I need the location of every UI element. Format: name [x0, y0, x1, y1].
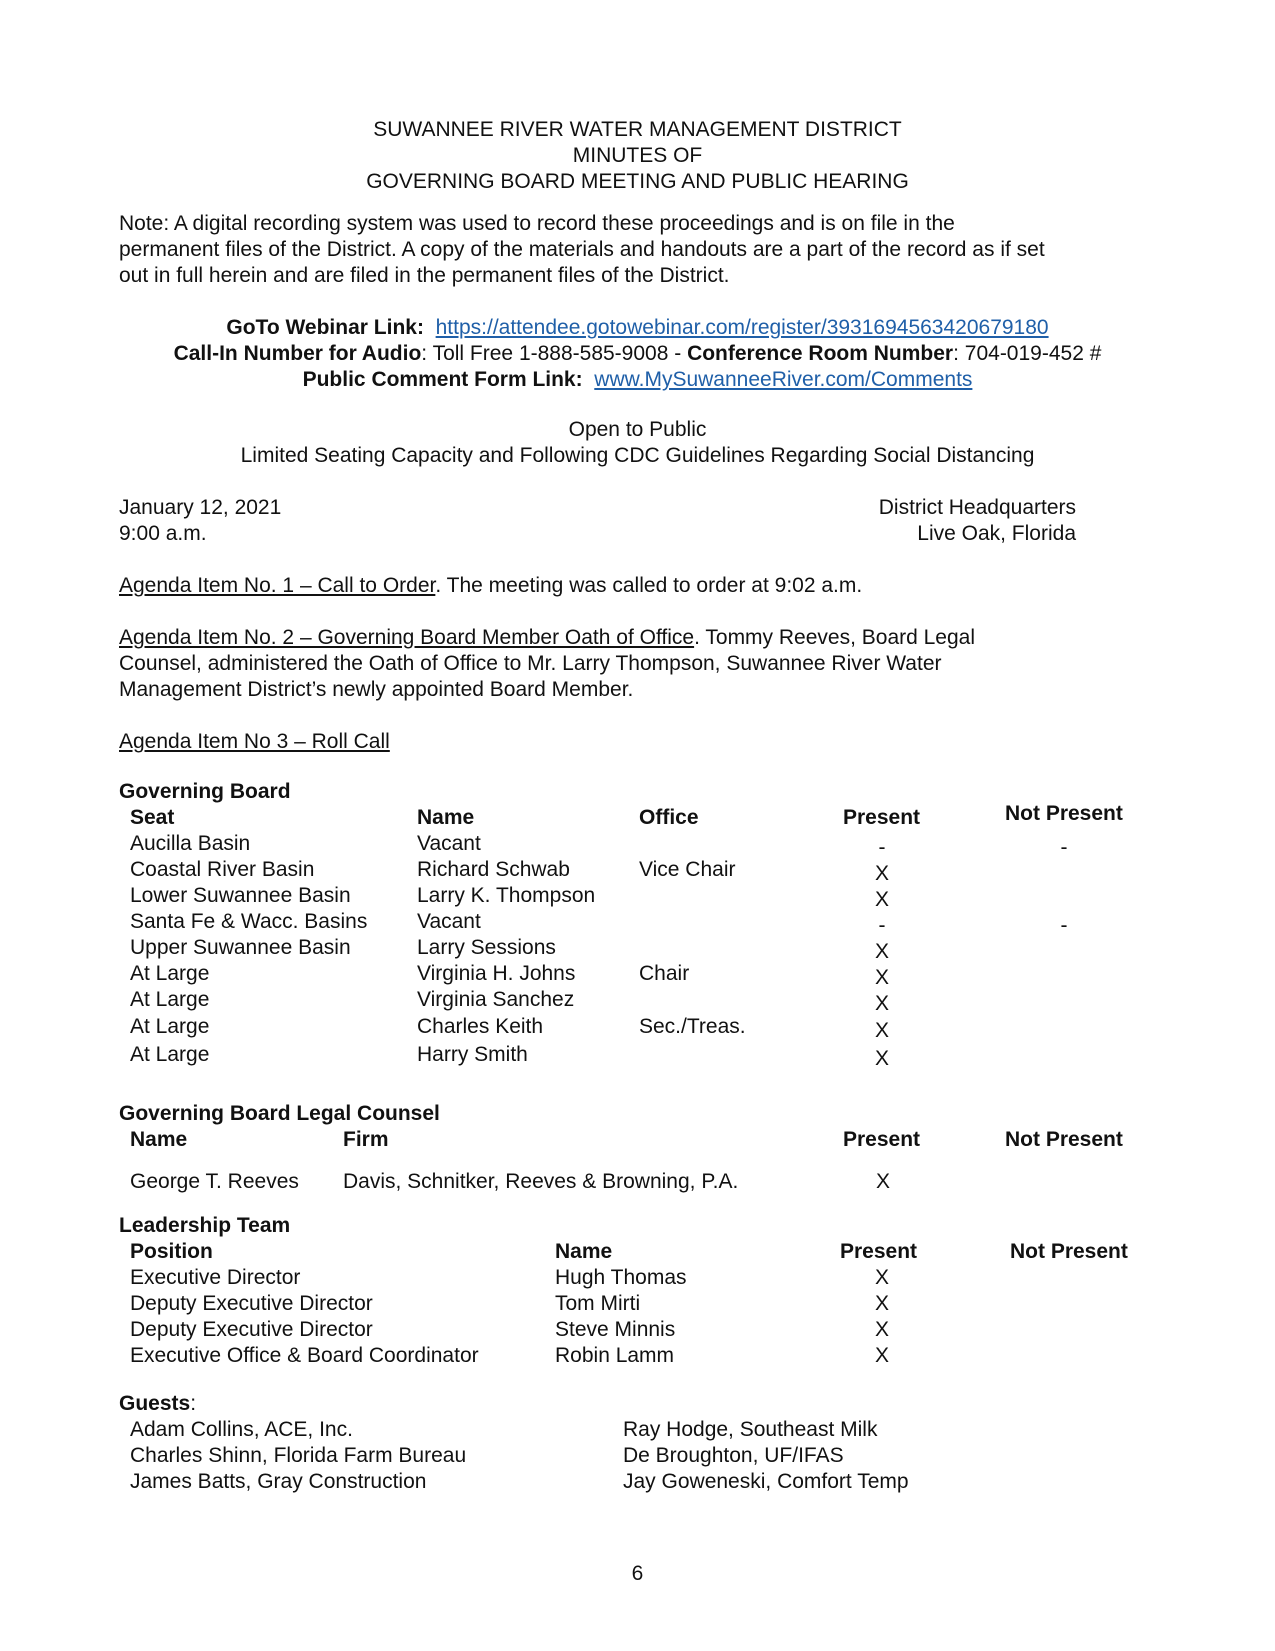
board-row-name: Harry Smith: [417, 1043, 528, 1066]
leadership-row-position: Deputy Executive Director: [130, 1318, 373, 1341]
leadership-row-position: Executive Office & Board Coordinator: [130, 1344, 479, 1367]
board-row-present: X: [874, 1019, 889, 1042]
guest-right: Ray Hodge, Southeast Milk: [623, 1418, 878, 1441]
note-line1: Note: A digital recording system was used to record these proceedings and is on file in the: [119, 212, 955, 235]
guest-right: De Broughton, UF/IFAS: [623, 1444, 844, 1467]
board-col-seat: Seat: [130, 806, 175, 829]
leadership-row-name: Tom Mirti: [555, 1292, 641, 1315]
leadership-col-position: Position: [130, 1240, 213, 1263]
leadership-col-name: Name: [555, 1240, 613, 1263]
agenda-item-1-text: . The meeting was called to order at 9:02 a.m.: [435, 574, 863, 597]
board-row-name: Virginia H. Johns: [417, 962, 576, 985]
counsel-col-present: Present: [843, 1128, 921, 1151]
board-row-name: Charles Keith: [417, 1015, 544, 1038]
meeting-location1: District Headquarters: [878, 496, 1076, 519]
board-row-not-present: -: [1060, 836, 1068, 859]
board-row-name: Richard Schwab: [417, 858, 570, 881]
room-value: : 704-019-452 #: [953, 342, 1102, 365]
public-line2: Limited Seating Capacity and Following CDC Guidelines Regarding Social Distancing: [240, 444, 1035, 467]
board-row-seat: Aucilla Basin: [130, 832, 251, 855]
board-row-seat: Coastal River Basin: [130, 858, 315, 881]
meeting-time: 9:00 a.m.: [119, 522, 207, 545]
guest-left: Adam Collins, ACE, Inc.: [130, 1418, 353, 1441]
board-row-present: X: [874, 966, 889, 989]
board-row-office: Chair: [639, 962, 690, 985]
board-row-seat: Lower Suwannee Basin: [130, 884, 351, 907]
counsel-heading: Governing Board Legal Counsel: [119, 1102, 440, 1125]
counsel-row-firm: Davis, Schnitker, Reeves & Browning, P.A.: [343, 1170, 739, 1193]
leadership-row-position: Deputy Executive Director: [130, 1292, 373, 1315]
leadership-row-present: X: [874, 1292, 889, 1315]
guests-heading-line: [119, 1392, 196, 1416]
board-row-present: -: [878, 836, 886, 859]
board-row-name: Vacant: [417, 910, 481, 933]
leadership-row-name: Hugh Thomas: [555, 1266, 687, 1289]
guest-left: Charles Shinn, Florida Farm Bureau: [130, 1444, 467, 1467]
guest-left: James Batts, Gray Construction: [130, 1470, 427, 1493]
counsel-col-firm: Firm: [343, 1128, 389, 1151]
counsel-col-name: Name: [130, 1128, 188, 1151]
board-col-name: Name: [417, 806, 475, 829]
board-row-seat: At Large: [130, 962, 210, 985]
webinar-link[interactable]: https://attendee.gotowebinar.com/register/3931694563420679180: [435, 316, 1049, 339]
board-row-seat: Upper Suwannee Basin: [130, 936, 351, 959]
board-row-seat: At Large: [130, 1043, 210, 1066]
agenda-item-1-title: Agenda Item No. 1 – Call to Order: [119, 574, 436, 597]
board-heading: Governing Board: [119, 780, 291, 803]
board-row-not-present: -: [1060, 914, 1068, 937]
leadership-row-name: Robin Lamm: [555, 1344, 675, 1367]
board-col-present: Present: [843, 806, 921, 829]
board-row-name: Vacant: [417, 832, 481, 855]
board-row-present: X: [874, 992, 889, 1015]
agenda-item-2-title: Agenda Item No. 2 – Governing Board Member Oath of Office: [119, 626, 695, 649]
doc-title-line2: MINUTES OF: [572, 144, 703, 167]
callin-value: : Toll Free 1-888-585-9008 -: [421, 342, 688, 365]
guests-heading-colon: :: [190, 1392, 197, 1415]
board-row-name: Larry K. Thompson: [417, 884, 596, 907]
leadership-row-present: X: [874, 1344, 889, 1367]
leadership-heading: Leadership Team: [119, 1214, 291, 1237]
board-row-present: X: [874, 862, 889, 885]
leadership-row-present: X: [874, 1318, 889, 1341]
board-col-not-present: Not Present: [1005, 802, 1123, 825]
board-row-present: X: [874, 888, 889, 911]
room-label: Conference Room Number: [687, 342, 954, 365]
board-row-seat: At Large: [130, 988, 210, 1011]
guest-right: Jay Goweneski, Comfort Temp: [623, 1470, 909, 1493]
agenda-item-1: [119, 574, 862, 598]
leadership-col-present: Present: [840, 1240, 918, 1263]
webinar-line: [0, 316, 1275, 340]
note-line3: out in full herein and are filed in the permanent files of the District.: [119, 264, 730, 287]
agenda-item-2-text: . Tommy Reeves, Board Legal: [694, 626, 976, 649]
guests-heading: Guests: [119, 1392, 191, 1415]
board-row-name: Virginia Sanchez: [417, 988, 575, 1011]
page-number: 6: [631, 1562, 644, 1585]
doc-title-line1: SUWANNEE RIVER WATER MANAGEMENT DISTRICT: [373, 118, 902, 141]
agenda-item-3-title: Agenda Item No 3 – Roll Call: [119, 730, 390, 753]
agenda-item-2: [119, 626, 975, 650]
comment-link[interactable]: www.MySuwanneeRiver.com/Comments: [594, 368, 973, 391]
note-line2: permanent files of the District. A copy of the materials and handouts are a part of the record as if set: [119, 238, 1045, 261]
leadership-col-not-present: Not Present: [1010, 1240, 1128, 1263]
board-row-present: X: [874, 1047, 889, 1070]
board-row-seat: At Large: [130, 1015, 210, 1038]
comment-label: Public Comment Form Link:: [302, 368, 583, 391]
leadership-row-name: Steve Minnis: [555, 1318, 676, 1341]
board-row-seat: Santa Fe & Wacc. Basins: [130, 910, 368, 933]
meeting-location2: Live Oak, Florida: [917, 522, 1076, 545]
public-line1: Open to Public: [568, 418, 707, 441]
agenda-item-2-line3: Management District’s newly appointed Board Member.: [119, 678, 634, 701]
leadership-row-present: X: [874, 1266, 889, 1289]
callin-line: [0, 342, 1275, 366]
comment-line: [0, 368, 1275, 392]
board-row-name: Larry Sessions: [417, 936, 556, 959]
counsel-row-present: X: [876, 1170, 891, 1193]
meeting-date: January 12, 2021: [119, 496, 282, 519]
callin-label: Call-In Number for Audio: [173, 342, 422, 365]
board-row-office: Vice Chair: [639, 858, 736, 881]
webinar-label: GoTo Webinar Link:: [226, 316, 424, 339]
board-row-present: -: [878, 914, 886, 937]
counsel-row-name: George T. Reeves: [130, 1170, 299, 1193]
board-row-present: X: [874, 940, 889, 963]
leadership-row-position: Executive Director: [130, 1266, 301, 1289]
doc-title-line3: GOVERNING BOARD MEETING AND PUBLIC HEARING: [366, 170, 909, 193]
board-row-office: Sec./Treas.: [639, 1015, 746, 1038]
board-col-office: Office: [639, 806, 699, 829]
agenda-item-2-line2: Counsel, administered the Oath of Office to Mr. Larry Thompson, Suwannee River Water: [119, 652, 942, 675]
counsel-col-not-present: Not Present: [1005, 1128, 1123, 1151]
